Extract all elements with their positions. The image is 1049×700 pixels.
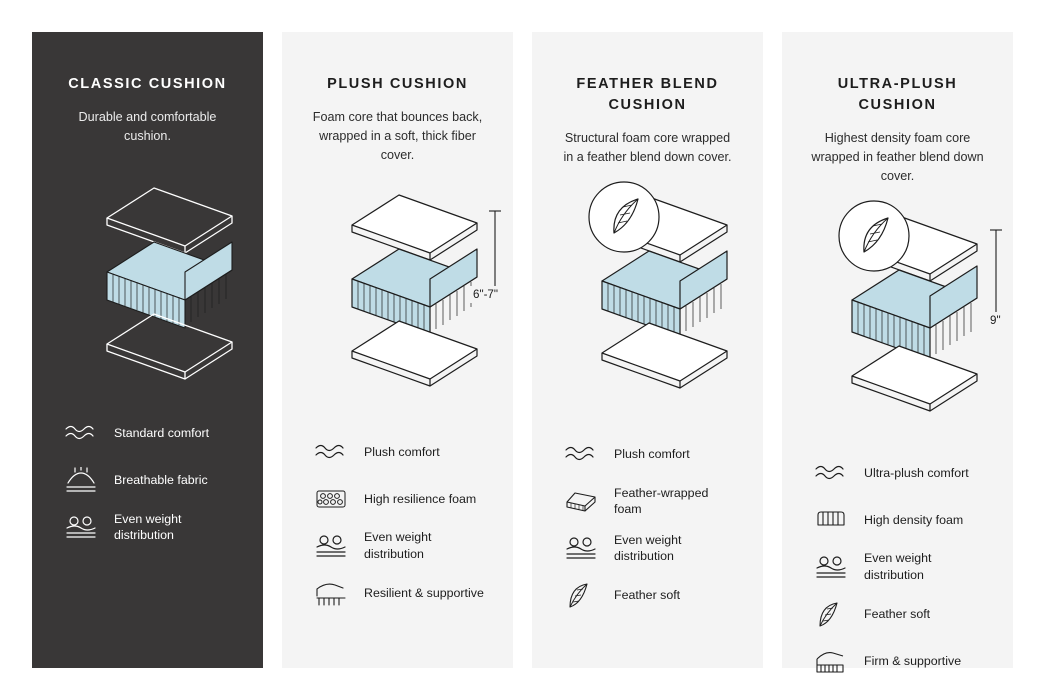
feature-item xyxy=(560,478,741,525)
card-description: Structural foam core wrapped in a feather blend down cover. xyxy=(563,131,732,164)
height-label: 9" xyxy=(987,312,1004,329)
cushion-diagram-ultra-plush xyxy=(804,194,1001,444)
feature-label: Plush comfort xyxy=(614,446,690,461)
foam-core-layer xyxy=(602,251,727,337)
top-cover-layer xyxy=(107,188,232,253)
feature-label: Ultra-plush comfort xyxy=(864,465,969,480)
card-description: Durable and comfortable cushion. xyxy=(78,110,217,143)
feature-label: Even weight distribution xyxy=(614,532,682,564)
base-layer xyxy=(602,323,727,388)
card-title: ULTRA-PLUSH CUSHION xyxy=(837,76,958,114)
foam-block-icon xyxy=(560,484,602,518)
top-cover-layer xyxy=(352,195,477,260)
firm-support-icon xyxy=(810,644,852,678)
height-label: 6"-7" xyxy=(470,286,501,303)
feature-label: Feather-wrapped foam xyxy=(614,485,709,517)
card-classic-cushion[interactable] xyxy=(32,32,263,668)
wave-comfort-icon xyxy=(560,437,602,471)
feature-item xyxy=(810,638,991,685)
cushion-diagram-feather-blend xyxy=(554,175,741,425)
feature-item xyxy=(310,429,491,476)
card-title: FEATHER BLEND CUSHION xyxy=(576,76,719,114)
card-description: Foam core that bounces back, wrapped in a soft, thick fiber cover. xyxy=(312,110,483,162)
feature-item xyxy=(810,450,991,497)
feature-item xyxy=(810,544,991,591)
weight-distribution-icon xyxy=(810,550,852,584)
feature-label: Feather soft xyxy=(614,587,681,602)
base-layer xyxy=(107,314,232,379)
feature-item xyxy=(60,504,241,551)
foam-core-layer xyxy=(352,249,477,335)
feather-icon xyxy=(810,597,852,631)
card-description: Highest density foam core wrapped in feather blend down cover. xyxy=(811,131,984,183)
feature-label: Plush comfort xyxy=(364,444,440,459)
feature-list xyxy=(304,429,491,617)
base-layer xyxy=(852,346,977,411)
feature-item xyxy=(310,570,491,617)
feature-item xyxy=(560,431,741,478)
feature-label: Firm & supportive xyxy=(864,653,962,668)
card-title: CLASSIC CUSHION xyxy=(68,76,227,92)
honeycomb-foam-icon xyxy=(310,482,352,516)
support-arrows-icon xyxy=(310,576,352,610)
feature-label: Standard comfort xyxy=(114,425,210,440)
card-ultra-plush-cushion[interactable] xyxy=(782,32,1013,668)
wave-comfort-icon xyxy=(310,435,352,469)
feature-label: Resilient & supportive xyxy=(364,585,484,600)
card-title: PLUSH CUSHION xyxy=(327,76,468,92)
cushion-diagram-classic xyxy=(54,154,241,404)
feature-item xyxy=(310,476,491,523)
feather-icon xyxy=(560,578,602,612)
feature-label: High density foam xyxy=(864,512,964,527)
feature-list xyxy=(54,410,241,551)
foam-core-layer xyxy=(852,266,977,360)
feature-item xyxy=(60,410,241,457)
card-feather-blend-cushion[interactable] xyxy=(532,32,763,668)
height-dimension-marker xyxy=(489,211,501,295)
feature-item xyxy=(60,457,241,504)
feature-label: Feather soft xyxy=(864,606,931,621)
leaf-badge xyxy=(839,201,909,271)
weight-distribution-icon xyxy=(60,510,102,544)
breathable-fabric-icon xyxy=(60,463,102,497)
base-layer xyxy=(352,321,477,386)
feature-list xyxy=(554,431,741,619)
cushion-diagram-plush xyxy=(304,173,498,423)
density-foam-icon xyxy=(810,503,852,537)
feature-list xyxy=(804,450,991,685)
weight-distribution-icon xyxy=(310,529,352,563)
feature-item xyxy=(560,525,741,572)
wave-comfort-icon xyxy=(60,416,102,450)
foam-core-layer xyxy=(107,242,232,328)
card-plush-cushion[interactable] xyxy=(282,32,513,668)
feature-label: Even weight distribution xyxy=(114,511,182,543)
wave-comfort-icon xyxy=(810,456,852,490)
feature-item xyxy=(560,572,741,619)
weight-distribution-icon xyxy=(560,531,602,565)
feature-label: Even weight distribution xyxy=(864,551,932,583)
feature-item xyxy=(810,497,991,544)
feature-label: High resilience foam xyxy=(364,491,477,506)
leaf-badge xyxy=(589,182,659,252)
feature-item xyxy=(810,591,991,638)
feature-label: Even weight distribution xyxy=(364,530,432,562)
feature-item xyxy=(310,523,491,570)
feature-label: Breathable fabric xyxy=(114,472,208,487)
